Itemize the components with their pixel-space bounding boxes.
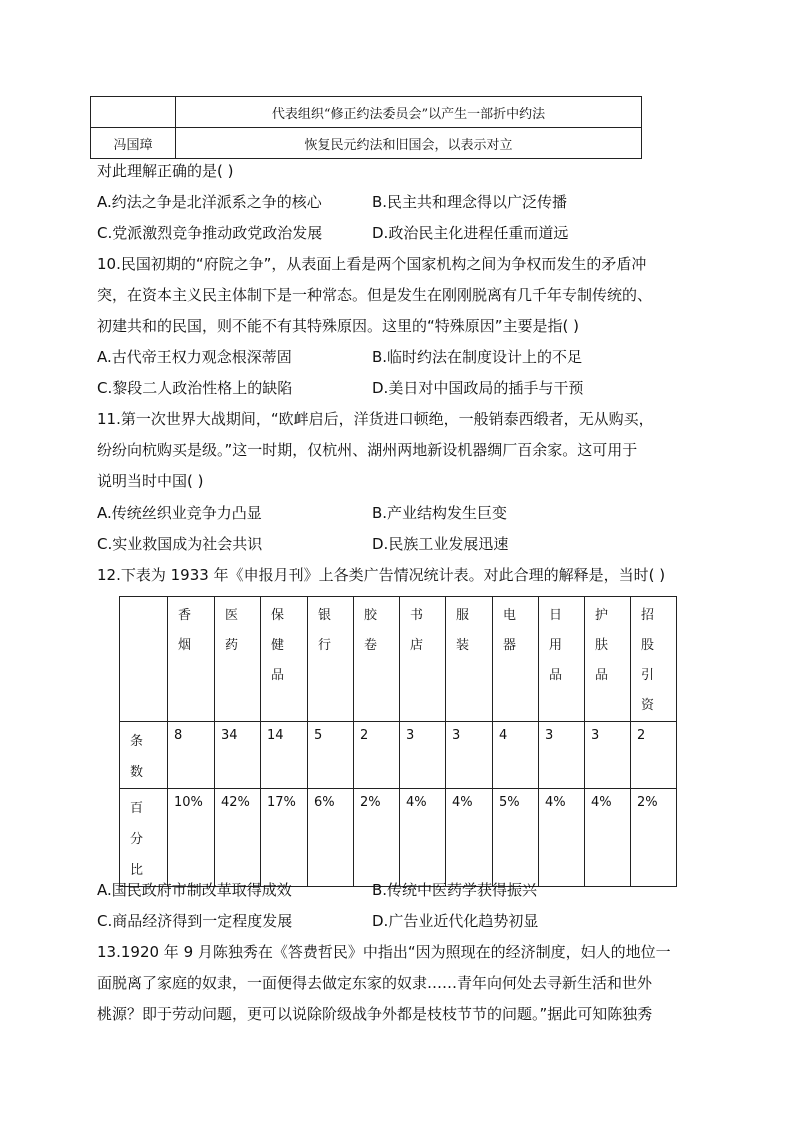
table-cell: 3 [400,722,446,789]
table-cell: 4% [539,789,585,887]
column-header-text: 书店 [410,608,424,653]
column-header-text: 医药 [225,608,239,653]
column-header-text: 香烟 [178,608,192,653]
column-header [308,597,354,722]
table-cell: 6% [308,789,354,887]
q11-option-b: B.产业结构发生巨变 [372,504,508,522]
table-cell: 3 [539,722,585,789]
q11-option-a: A.传统丝织业竞争力凸显 [97,504,262,522]
q10-line: 10.民国初期的“府院之争”，从表面上看是两个国家机构之间为争权而发生的矛盾冲 [97,255,647,273]
column-header [168,597,215,722]
q9-stem: 对此理解正确的是( ) [97,162,234,180]
table-cell: 2% [354,789,400,887]
q12-stem: 12.下表为 1933 年《申报月刊》上各类广告情况统计表。对此合理的解释是，当时( ) [97,566,666,584]
q10-option-d: D.美日对中国政局的插手与干预 [372,379,584,397]
q11-line: 11.第一次世界大战期间，“欧衅启后，洋货进口顿绝，一般销泰西缎者，无从购买， [97,410,654,428]
corner-cell [120,597,168,722]
q12-option-c: C.商品经济得到一定程度发展 [97,912,293,930]
q13-line: 13.1920 年 9 月陈独秀在《答费哲民》中指出“因为照现在的经济制度，妇人的地位一 [97,943,671,961]
table-cell: 4% [585,789,631,887]
q10-line: 初建共和的民国，则不能不有其特殊原因。这里的“特殊原因”主要是指( ) [97,317,580,335]
row-label: 百分比 [130,801,144,878]
table-cell: 8 [168,722,215,789]
q9-option-c: C.党派激烈竞争推动政党政治发展 [97,224,323,242]
table-cell: 5% [493,789,539,887]
table-header-row [120,597,677,722]
table-row [120,789,677,887]
table-cell: 4% [400,789,446,887]
q10-option-c: C.黎段二人政治性格上的缺陷 [97,379,293,397]
column-header-text: 电器 [503,608,517,653]
q11-option-c: C.实业救国成为社会共识 [97,535,263,553]
column-header [215,597,261,722]
table-cell: 3 [446,722,493,789]
q12-option-a: A.国民政府市制改革取得成效 [97,881,292,899]
table-cell: 42% [215,789,261,887]
q11-line: 说明当时中国( ) [97,472,204,490]
q13-line: 面脱离了家庭的奴隶，一面便得去做定东家的奴隶……青年向何处去寻新生活和世外 [97,974,653,992]
table-cell: 34 [215,722,261,789]
column-header [631,597,677,722]
table-cell: 17% [261,789,308,887]
table-row [91,97,642,128]
table-cell: 4 [493,722,539,789]
column-header-text: 胶卷 [364,608,378,653]
q9-option-b: B.民主共和理念得以广泛传播 [372,193,568,211]
q11-line: 纷纷向杭购买是级。”这一时期，仅杭州、湖州两地新设机器绸厂百余家。这可用于 [97,441,638,459]
table-cell: 14 [261,722,308,789]
table-row [91,128,642,159]
q10-option-b: B.临时约法在制度设计上的不足 [372,348,583,366]
table-cell: 2 [354,722,400,789]
column-header-text: 服装 [456,608,470,653]
q11-option-d: D.民族工业发展迅速 [372,535,509,553]
q13-line: 桃源？即于劳动问题，更可以说除阶级战争外都是枝枝节节的问题。”据此可知陈独秀 [97,1005,653,1023]
table-cell: 10% [168,789,215,887]
table-cell: 恢复民元约法和旧国会，以表示对立 [176,128,642,159]
column-header [446,597,493,722]
table-cell: 冯国璋 [91,128,176,159]
q12-option-b: B.传统中医药学获得振兴 [372,881,538,899]
column-header [493,597,539,722]
q9-option-a: A.约法之争是北洋派系之争的核心 [97,193,322,211]
column-header [261,597,308,722]
ad-stats-table [119,596,677,887]
table-cell: 3 [585,722,631,789]
row-label: 条数 [130,734,144,780]
column-header [539,597,585,722]
column-header-text: 日用品 [549,608,563,683]
q10-line: 突，在资本主义民主体制下是一种常态。但是发生在刚刚脱离有几千年专制传统的、 [97,286,653,304]
q9-option-d: D.政治民主化进程任重而道远 [372,224,569,242]
table-cell: 代表组织“修正约法委员会”以产生一部折中约法 [176,97,642,128]
faction-table [90,96,642,159]
column-header-text: 护肤品 [595,608,609,683]
column-header [585,597,631,722]
table-row [120,722,677,789]
column-header [354,597,400,722]
column-header-text: 招股引资 [641,608,655,713]
table-cell: 4% [446,789,493,887]
column-header [400,597,446,722]
table-cell: 2% [631,789,677,887]
row-label-cell [120,722,168,789]
table-cell: 5 [308,722,354,789]
column-header-text: 银行 [318,608,332,653]
column-header-text: 保健品 [271,608,285,683]
table-cell [91,97,176,128]
q10-option-a: A.古代帝王权力观念根深蒂固 [97,348,292,366]
q12-option-d: D.广告业近代化趋势初显 [372,912,539,930]
row-label-cell [120,789,168,887]
table-cell: 2 [631,722,677,789]
